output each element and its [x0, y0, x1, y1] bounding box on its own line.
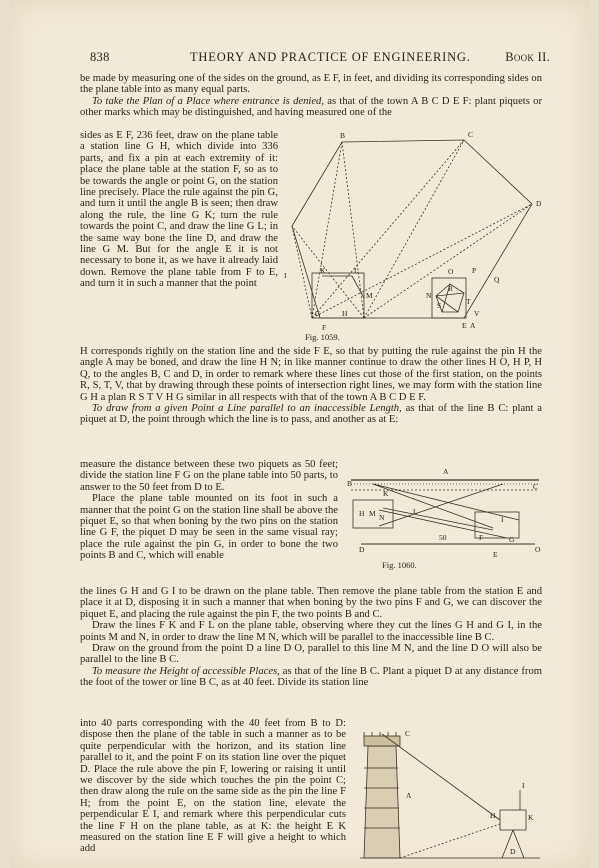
paragraph: measure the distance between these two piquets as 50 feet; divide the station line F G on the plane table into 50 parts, to answer to the 50 feet from D to E. [80, 459, 338, 493]
section-heading: To take the Plan of a Place where entrance is denied, [92, 95, 324, 107]
paragraph: Place the plane table mounted on its foot in such a manner that the point G on the station line shall be above the piquet E, so that when boning by the two pins on the station line G F, the piquet D may be seen in the same visual ray; place the rule against the pin G, in order to bone the two points B and C, which will enable [80, 493, 338, 562]
text-column-fig1060 [80, 459, 338, 562]
label-B: B [347, 479, 353, 488]
label-C: C [468, 130, 474, 139]
label-I: I [501, 515, 504, 524]
label-K: K [320, 266, 326, 275]
label-L: L [354, 266, 359, 275]
label-E: E [462, 321, 467, 330]
running-header [90, 50, 550, 66]
label-H: H [342, 309, 348, 318]
town-outline [292, 140, 532, 318]
label-N: N [426, 291, 432, 300]
label-A: A [443, 467, 449, 476]
label-F: F [322, 323, 327, 332]
label-V: V [474, 309, 480, 318]
paragraph-text: as that of the town A B C D E F: plant piquets or other marks which may be distinguished, and having measured one of the [80, 95, 542, 119]
label-C: C [405, 729, 411, 738]
book-number: Book II. [505, 50, 550, 64]
label-R: R [448, 284, 454, 293]
figure-1061 [350, 728, 545, 864]
plane-table [500, 810, 526, 830]
section-heading: To measure the Height of accessible Places, [92, 665, 280, 677]
text-block-middle [80, 346, 542, 426]
label-A: A [470, 321, 476, 330]
tower [364, 746, 400, 858]
paragraph: sides as E F, 236 feet, draw on the plane table a station line G H, which divide into 336 parts, and fix a pin at each extremity of it: place the plane table at the station F, so as to be towards the angle or point G, on the station line precisely. Place the rule against the pin G, and turn it until the angle B is seen; then draw along the rule, the line G K; turn the rule towards the point C, and draw the line G L; in the same way bone the line D, and draw the line G M. But for the angle E it is not necessary to bone it, as we have it already laid down. Remove the plane table from F to E, and turn it in such a manner that the point [80, 130, 278, 290]
label-M: M [366, 291, 373, 300]
label-I: I [522, 781, 525, 790]
label-distance: 50 [439, 533, 447, 542]
paragraph [80, 96, 542, 119]
label-M: M [369, 509, 376, 518]
label-H: H [490, 811, 496, 820]
paragraph-text: as that of the line B C. Plant a piquet D at any distance from the foot of the tower or line B C, as at 40 feet. Divide its station line [80, 665, 542, 689]
figure-caption: Fig. 1059. [305, 332, 340, 342]
paragraph: into 40 parts corresponding with the 40 feet from B to D: dispose then the plane of the table in such a manner as to be quite perpendicular with the horizon, and its station line parallel to it, and the point F on its station line over the piquet D. Place the rule above the pin F, lowering or raising it until we discover by the side which touches the pin the point C; then draw along the rule on the same side as the pin the line F H; from the point E, on the station line, elevate the perpendicular E I, and remark where this perpendicular cuts the line F H on the plane table, as at K: the height E K measured on the station line E F will give a height to which add [80, 718, 346, 855]
label-S: S [437, 301, 442, 310]
figure-caption: Fig. 1060. [382, 560, 417, 570]
label-I: I [284, 271, 287, 280]
label-H: H [359, 509, 365, 518]
paragraph: H corresponds rightly on the station line and the side F E, so that by putting the rule against the pin H the angle A may be boned, and draw the line H N; in like manner continue to draw the other lines H O, H P, H Q, to the angles B, C and D, in order to remark where these lines cut those of the first station, on the points R, S, T, V, that by drawing through these points of intersection right lines, we may form with the station line G H a plan R S T V H G similar in all respects with that of the town A B C D E F. [80, 346, 542, 403]
label-O: O [535, 545, 541, 554]
label-T: T [466, 297, 471, 306]
label-O: O [448, 267, 454, 276]
label-A: A [406, 791, 412, 800]
label-K: K [383, 489, 389, 498]
label-K: K [528, 813, 534, 822]
label-B: B [340, 131, 346, 140]
paragraph: the lines G H and G I to be drawn on the plane table. Then remove the plane table from the station E and place it at D, disposing it in such a manner that when boning by the two pins F and G, we can discover the piquet E, and placing the rule against the pin F, the two points B and C. [80, 586, 542, 620]
label-P: P [472, 266, 477, 275]
label-N: N [379, 513, 385, 522]
label-E: E [493, 550, 498, 559]
label-D: D [536, 199, 542, 208]
label-Q: Q [494, 275, 500, 284]
text-column-fig1059 [80, 130, 278, 290]
paragraph-text: as that of the line B C: plant a piquet at D, the point through which the line is to pass, and another as at E: [80, 403, 542, 426]
text-block-top [80, 73, 542, 119]
text-block-lower [80, 586, 542, 689]
label-L: L [413, 507, 418, 516]
running-title: THEORY AND PRACTICE OF ENGINEERING. [190, 50, 471, 64]
paragraph: Draw the lines F K and F L on the plane table, observing where they cut the lines G H and G I, in the points M and N, in order to draw the line M N, which will be parallel to the inaccessible line B C. [80, 620, 542, 643]
label-C: C [533, 482, 539, 491]
label-F: F [479, 533, 484, 542]
section-heading: To draw from a given Point a Line parallel to an inaccessible Length, [92, 403, 402, 415]
paragraph [80, 403, 542, 426]
label-D: D [510, 847, 516, 856]
page-number: 838 [90, 50, 110, 64]
figure-1059 [282, 128, 544, 348]
label-G: G [315, 309, 321, 318]
label-G: G [509, 535, 515, 544]
book-page [10, 0, 589, 868]
paragraph [80, 666, 542, 689]
paragraph: be made by measuring one of the sides on the ground, as E F, in feet, and dividing its corresponding sides on the plane table into as many equal parts. [80, 73, 542, 96]
label-D: D [359, 545, 365, 554]
figure-1060 [343, 460, 545, 575]
text-column-fig1061 [80, 718, 346, 866]
paragraph: Draw on the ground from the point D a line D O, parallel to this line M N, and the line D O will also be parallel to the line B C. [80, 643, 542, 666]
